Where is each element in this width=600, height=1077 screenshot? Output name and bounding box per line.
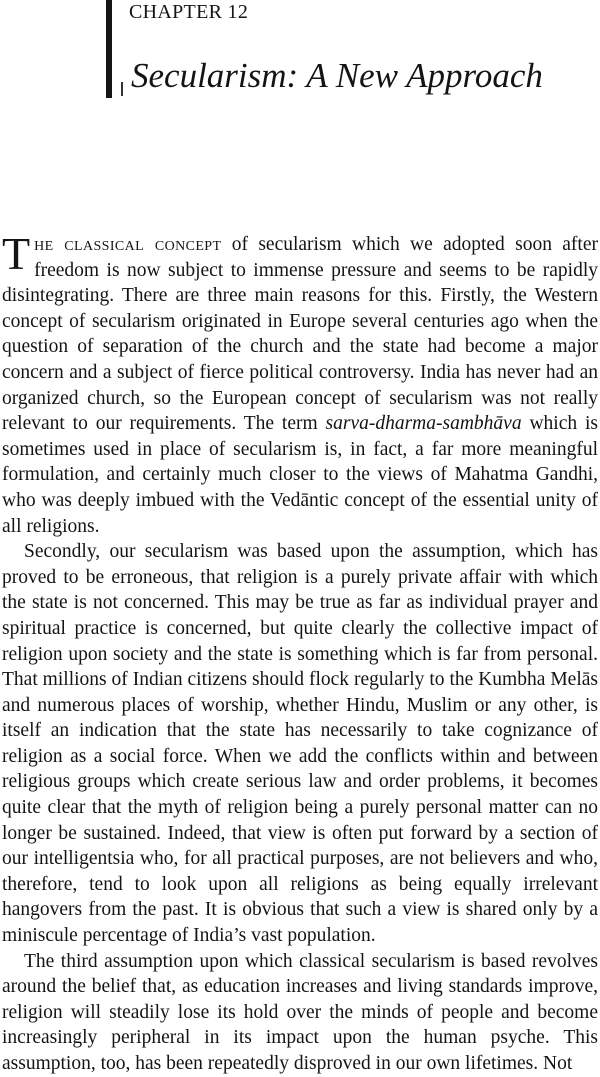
paragraph-1-text-b: which is sometimes used in place of secularism is, in fact, a far more meaningful formulation, and certainly much closer to the views of Mahatma Gandhi, who was deeply imbued with the Vedāntic concept of the essential unity of all religions. <box>2 413 598 537</box>
drop-cap: T <box>2 228 31 279</box>
chapter-title: Secularism: A New Approach <box>131 56 543 95</box>
paragraph-1 <box>2 228 598 539</box>
italic-term: sarva-dharma-sambhāva <box>325 413 522 435</box>
chapter-body <box>2 228 598 1077</box>
paragraph-2: Secondly, our secularism was based upon the assumption, which has proved to be erroneous, that religion is a purely private affair with which the state is not concerned. This may be true as far as individual prayer and spiritual practice is concerned, but quite clearly the collective impact of religion upon society and the state is something which is far from personal. That millions of Indian citizens should flock regularly to the Kumbha Melās and numerous places of worship, whether Hindu, Muslim or any other, is itself an indication that the state has necessarily to take cognizance of religion as a social force. When we add the conflicts within and between religious groups which create serious law and order problems, it becomes quite clear that the myth of religion being a purely personal matter can no longer be sustained. Indeed, that view is often put forward by a section of our intelligentsia who, for all practical purposes, are not believers and who, therefore, tend to look upon all religions as being equally irrelevant hangovers from the past. It is obvious that such a view is shared only by a miniscule percentage of India’s vast population. <box>2 541 598 947</box>
chapter-rule <box>106 0 112 98</box>
chapter-label: CHAPTER 12 <box>129 1 249 23</box>
paragraph-3: The third assumption upon which classical secularism is based revolves around the belief that, as education increases and living standards improve, religion will steadily lose its hold over the minds of people and become increasingly peripheral in its impact upon the human psyche. This assumption, too, has been repeatedly disproved in our own lifetimes. Not <box>2 950 598 1074</box>
lead-small-caps: he classical concept <box>34 234 222 255</box>
paragraph-1-text-a: of secularism which we adopted soon after freedom is now subject to immense pressure and seems to be rapidly disintegrating. There are three main reasons for this. Firstly, the Western concept of secularism originated in Europe several centuries ago when the question of separation of the church and the state had become a major concern and a subject of fierce political controversy. India has never had an organized church, so the European concept of secularism was not really relevant to our requirements. The term <box>2 234 598 435</box>
chapter-rule-tick <box>121 82 123 96</box>
